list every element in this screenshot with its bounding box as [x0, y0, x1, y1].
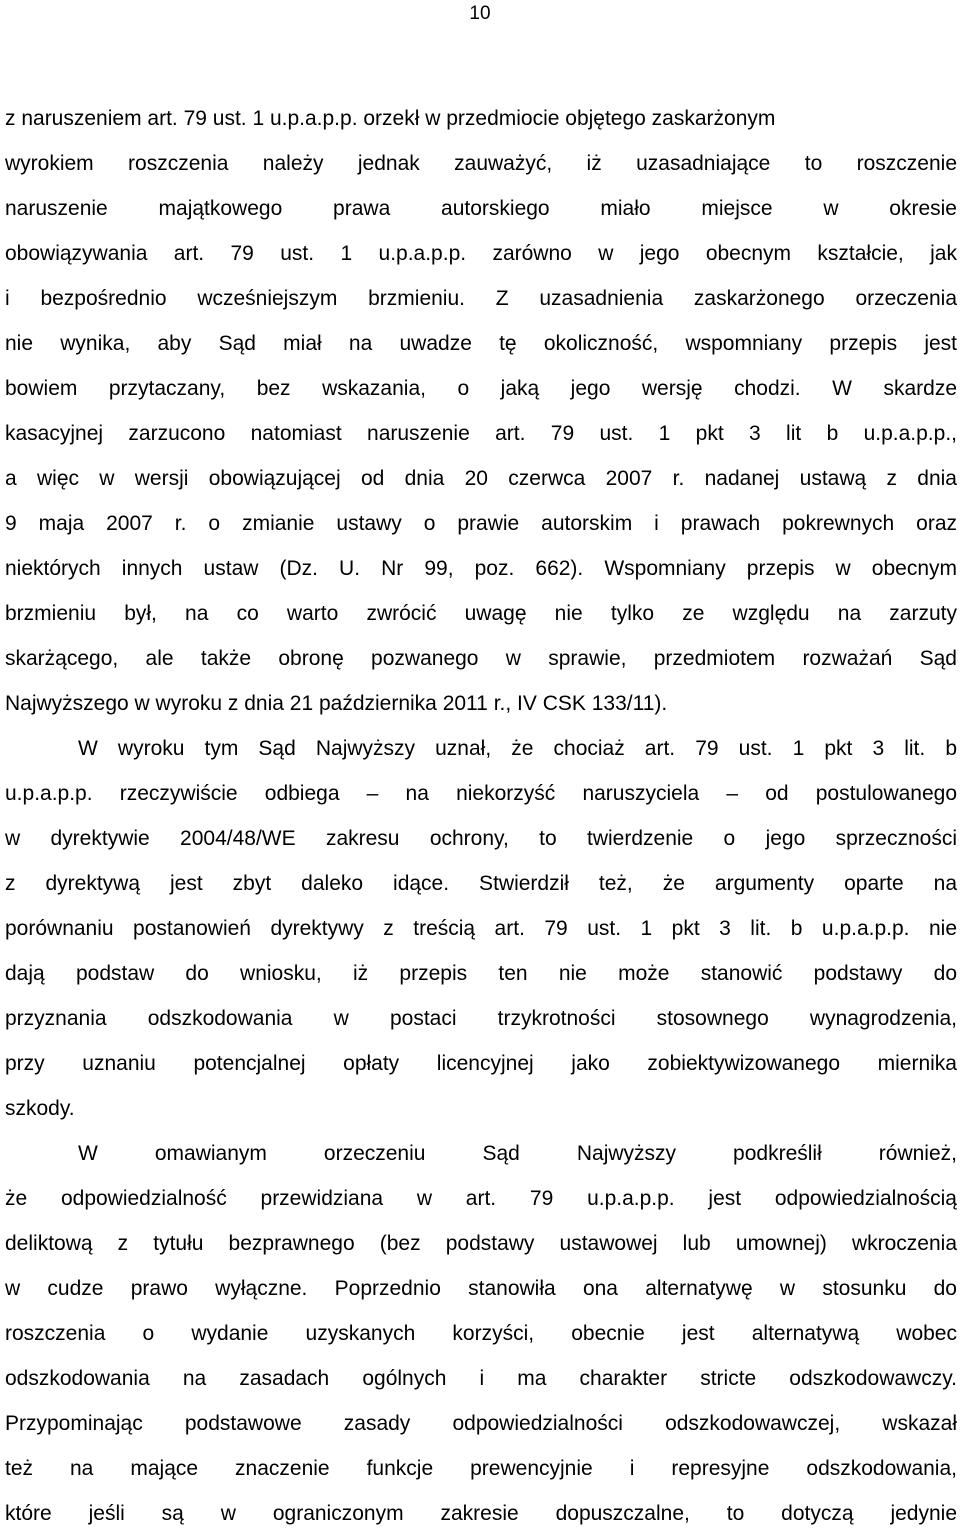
text-line: przyznania odszkodowania w postaci trzykrotności stosownego wynagrodzenia,	[5, 1007, 957, 1030]
text-line: kasacyjnej zarzucono natomiast naruszenie art. 79 ust. 1 pkt 3 lit b u.p.a.p.p.,	[5, 422, 957, 445]
text-line: dają podstaw do wniosku, iż przepis ten nie może stanowić podstawy do	[5, 962, 957, 985]
text-line: Najwyższego w wyroku z dnia 21 października 2011 r., IV CSK 133/11).	[5, 692, 668, 715]
text-line: Przypominając podstawowe zasady odpowiedzialności odszkodowawczej, wskazał	[5, 1412, 957, 1435]
text-line: 9 maja 2007 r. o zmianie ustawy o prawie autorskim i prawach pokrewnych oraz	[5, 512, 957, 535]
text-line: roszczenia o wydanie uzyskanych korzyści, obecnie jest alternatywą wobec	[5, 1322, 957, 1345]
text-line: które jeśli są w ograniczonym zakresie dopuszczalne, to dotyczą jedynie	[5, 1502, 957, 1525]
text-line: wyrokiem roszczenia należy jednak zauważyć, iż uzasadniające to roszczenie	[5, 152, 957, 175]
text-line: w dyrektywie 2004/48/WE zakresu ochrony, to twierdzenie o jego sprzeczności	[5, 827, 957, 850]
text-line: i bezpośrednio wcześniejszym brzmieniu. Z uzasadnienia zaskarżonego orzeczenia	[5, 287, 957, 310]
text-line: odszkodowania na zasadach ogólnych i ma charakter stricte odszkodowawczy.	[5, 1367, 957, 1390]
text-line: W wyroku tym Sąd Najwyższy uznał, że chociaż art. 79 ust. 1 pkt 3 lit. b	[78, 737, 957, 760]
text-line: z naruszeniem art. 79 ust. 1 u.p.a.p.p. orzekł w przedmiocie objętego zaskarżonym	[5, 107, 776, 130]
text-line: szkody.	[5, 1097, 75, 1120]
text-line: u.p.a.p.p. rzeczywiście odbiega – na niekorzyść naruszyciela – od postulowanego	[5, 782, 957, 805]
text-line: deliktową z tytułu bezprawnego (bez podstawy ustawowej lub umownej) wkroczenia	[5, 1232, 957, 1255]
text-line: że odpowiedzialność przewidziana w art. 79 u.p.a.p.p. jest odpowiedzialnością	[5, 1187, 957, 1210]
document-body	[5, 96, 957, 1536]
text-line: porównaniu postanowień dyrektywy z treścią art. 79 ust. 1 pkt 3 lit. b u.p.a.p.p. nie	[5, 917, 957, 940]
text-line: też na mające znaczenie funkcje prewencyjnie i represyjne odszkodowania,	[5, 1457, 957, 1480]
text-line: obowiązywania art. 79 ust. 1 u.p.a.p.p. zarówno w jego obecnym kształcie, jak	[5, 242, 957, 265]
text-line: z dyrektywą jest zbyt daleko idące. Stwierdził też, że argumenty oparte na	[5, 872, 957, 895]
text-line: naruszenie majątkowego prawa autorskiego miało miejsce w okresie	[5, 197, 957, 220]
text-line: a więc w wersji obowiązującej od dnia 20 czerwca 2007 r. nadanej ustawą z dnia	[5, 467, 957, 490]
text-line: w cudze prawo wyłączne. Poprzednio stanowiła ona alternatywę w stosunku do	[5, 1277, 957, 1300]
page-number: 10	[469, 3, 491, 24]
text-line: brzmieniu był, na co warto zwrócić uwagę nie tylko ze względu na zarzuty	[5, 602, 957, 625]
text-line: skarżącego, ale także obronę pozwanego w sprawie, przedmiotem rozważań Sąd	[5, 647, 957, 670]
text-line: przy uznaniu potencjalnej opłaty licencyjnej jako zobiektywizowanego miernika	[5, 1052, 957, 1075]
text-line: nie wynika, aby Sąd miał na uwadze tę okoliczność, wspomniany przepis jest	[5, 332, 957, 355]
text-line: niektórych innych ustaw (Dz. U. Nr 99, poz. 662). Wspomniany przepis w obecnym	[5, 557, 957, 580]
text-line: W omawianym orzeczeniu Sąd Najwyższy podkreślił również,	[78, 1142, 957, 1165]
text-line: bowiem przytaczany, bez wskazania, o jaką jego wersję chodzi. W skardze	[5, 377, 957, 400]
